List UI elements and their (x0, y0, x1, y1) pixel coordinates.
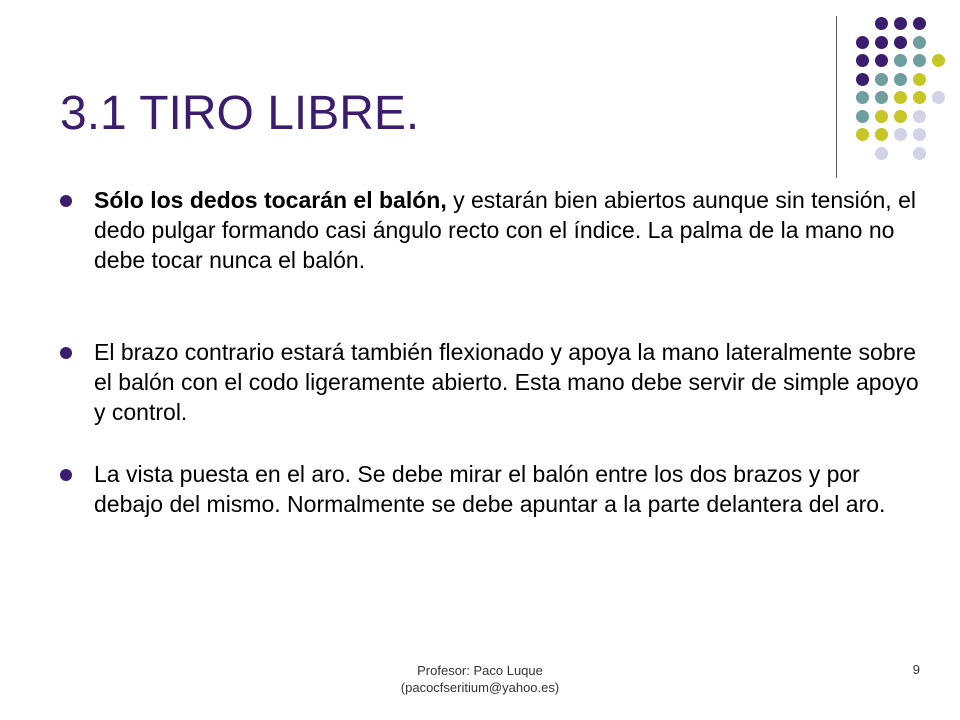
decorative-dot-grid (0, 0, 960, 200)
decorative-dot (875, 36, 888, 49)
decorative-dot (894, 17, 907, 30)
decorative-dot (894, 73, 907, 86)
bullet-marker (60, 347, 72, 359)
decorative-dot (875, 17, 888, 30)
decorative-dot (875, 128, 888, 141)
decorative-dot (894, 128, 907, 141)
bullet-text: y estarán bien abiertos aunque sin tensión, el dedo pulgar formando casi ángulo recto con el índice. La palma de la mano no debe tocar nunca el balón. (94, 187, 916, 273)
decorative-dot (856, 91, 869, 104)
decorative-dot (875, 73, 888, 86)
page-number: 9 (912, 662, 920, 677)
bullet-text: La vista puesta en el aro. Se debe mirar el balón entre los dos brazos y por debajo del mismo. Normalmente se debe apuntar a la parte delantera del aro. (94, 461, 886, 517)
decorative-dot (894, 54, 907, 67)
footer-author: Profesor: Paco Luque (417, 663, 543, 678)
bullet-text: El brazo contrario estará también flexionado y apoya la mano lateralmente sobre el balón con el codo ligeramente abierto. Esta mano debe servir de simple apoyo y control. (94, 339, 919, 425)
decorative-dot (856, 73, 869, 86)
bullet-item (60, 185, 920, 305)
decorative-dot (913, 36, 926, 49)
decorative-dot (856, 128, 869, 141)
decorative-dot (913, 128, 926, 141)
bullet-marker (60, 195, 72, 207)
decorative-dot (913, 110, 926, 123)
bullet-item (60, 337, 920, 427)
decorative-dot (875, 54, 888, 67)
decorative-dot (913, 91, 926, 104)
slide-title: 3.1 TIRO LIBRE. (60, 87, 420, 140)
footer-email: (pacocfseritium@yahoo.es) (400, 680, 560, 695)
decorative-dot (875, 110, 888, 123)
slide-footer (330, 662, 630, 696)
decorative-dot (913, 17, 926, 30)
decorative-dot (894, 110, 907, 123)
decorative-dot (913, 73, 926, 86)
decorative-dot (913, 147, 926, 160)
decorative-dot (913, 54, 926, 67)
decorative-dot (932, 54, 945, 67)
decorative-dot (875, 147, 888, 160)
decorative-dot (875, 91, 888, 104)
decorative-dot (856, 54, 869, 67)
bullet-list (60, 185, 920, 581)
decorative-dot (856, 36, 869, 49)
bullet-marker (60, 469, 72, 481)
decorative-dot (894, 91, 907, 104)
bullet-item (60, 459, 920, 549)
decorative-dot (894, 36, 907, 49)
bullet-bold-text: Sólo los dedos tocarán el balón, (94, 187, 447, 213)
decorative-dot (932, 91, 945, 104)
decorative-dot (856, 110, 869, 123)
